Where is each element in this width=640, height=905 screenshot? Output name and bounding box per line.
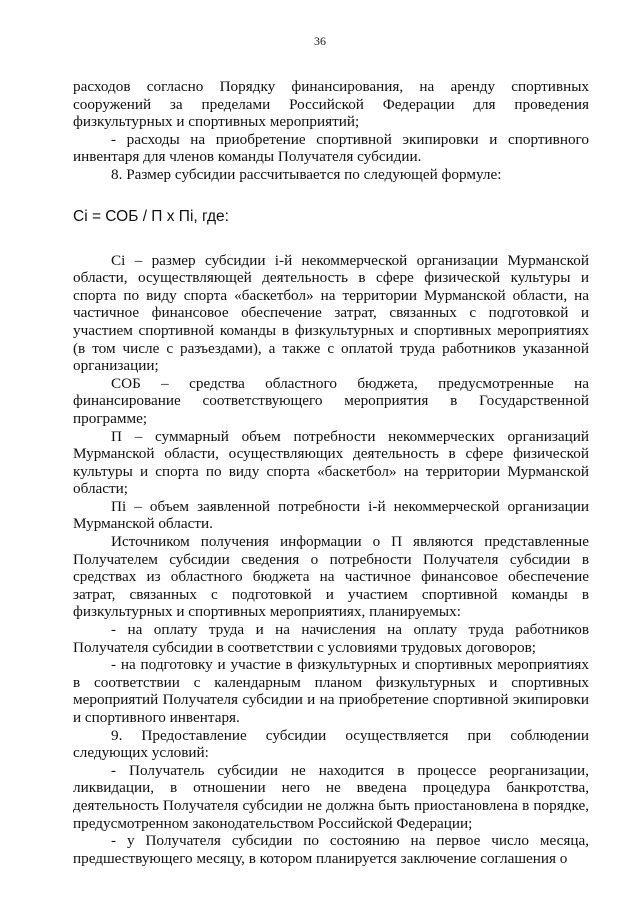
paragraph-clause-8: 8. Размер субсидии рассчитывается по следующей формуле: xyxy=(111,165,502,183)
paragraph-p-definition: П – суммарный объем потребности некоммерческих организаций Мурманской области, осуществляющих деятельность в сфере физической культуры и спорта по виду спорта «баскетбол» на территории Мурманской области; xyxy=(73,427,589,498)
paragraph-ci-definition: Ci – размер субсидии i-й некоммерческой организации Мурманской области, осуществляющей деятельность в сфере физической культуры и спорта по виду спорта «баскетбол» на территории Мурманской области, на частичное финансовое обеспечение затрат, связанных с подготовкой и участием спортивной команды в физкультурных и спортивных мероприятиях (в том числе с разъездами), а также с оплатой труда работников указанной организации; xyxy=(73,251,589,375)
paragraph-condition-first-day: - у Получателя субсидии по состоянию на первое число месяца, предшествующего месяцу, в котором планируется заключение соглашения о xyxy=(73,832,589,867)
paragraph-sob-definition: СОБ – средства областного бюджета, предусмотренные на финансирование соответствующего мероприятия в Государственной программе; xyxy=(73,374,589,427)
paragraph-events-costs: - на подготовку и участие в физкультурных и спортивных мероприятиях в соответствии с календарным планом физкультурных и спортивных мероприятий Получателя субсидии и на приобретение спортивной экипировки и спортивного инвентаря. xyxy=(73,656,589,726)
subsidy-formula: Ci = СОБ / П x Пi, где: xyxy=(73,207,229,225)
document-body xyxy=(73,78,589,867)
paragraph-condition-reorganization: - Получатель субсидии не находится в процессе реорганизации, ликвидации, в отношении него не введена процедура банкротства, деятельность Получателя субсидии не должна быть приостановлена в порядке, предусмотренном законодательством Российской Федерации; xyxy=(73,761,589,832)
paragraph-clause-9: 9. Предоставление субсидии осуществляется при соблюдении следующих условий: xyxy=(73,726,589,762)
paragraph-equipment-costs: - расходы на приобретение спортивной экипировки и спортивного инвентаря для членов команды Получателя субсидии. xyxy=(73,130,589,166)
paragraph-information-source: Источником получения информации о П являются представленные Получателем субсидии сведения о потребности Получателя субсидии в средствах из областного бюджета на частичное финансовое обеспечение затрат, связанных с подготовкой и участием спортивной команды в физкультурных и спортивных мероприятиях, планируемых: xyxy=(73,533,589,621)
paragraph-labor-costs: - на оплату труда и на начисления на оплату труда работников Получателя субсидии в соответствии с условиями трудовых договоров; xyxy=(73,621,589,656)
paragraph-pi-definition: Пi – объем заявленной потребности i-й некоммерческой организации Мурманской области. xyxy=(73,497,589,533)
page-number: 36 xyxy=(314,34,326,48)
paragraph-costs-continuation: расходов согласно Порядку финансирования, на аренду спортивных сооружений за пределами Российской Федерации для проведения физкультурных и спортивных мероприятий; xyxy=(73,78,589,131)
